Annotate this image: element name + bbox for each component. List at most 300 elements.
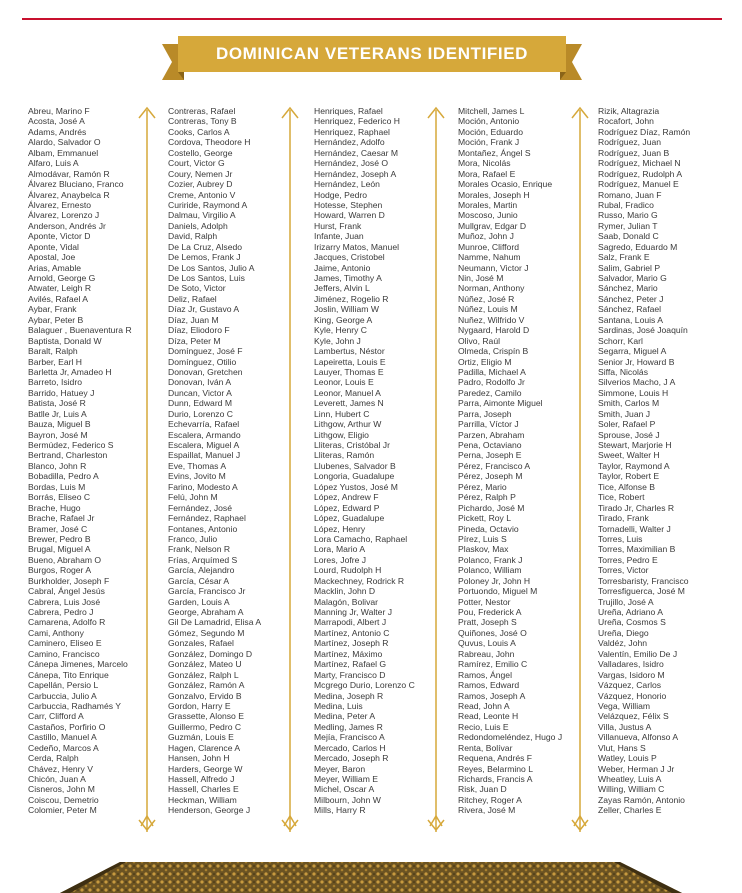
veteran-name: Chávez, Henry V — [28, 763, 93, 774]
veteran-name: Pena, Octaviano — [458, 440, 522, 450]
veteran-name: Apostal, Joe — [28, 252, 76, 263]
veteran-name: Padilla, Michael A — [458, 366, 526, 377]
veteran-name: Renta, Bolívar — [458, 742, 513, 753]
veteran-name: Martínez, Antonio C — [314, 627, 390, 638]
veteran-name: Henderson, George J — [168, 805, 251, 816]
veteran-name: Rodríguez, Juan B — [598, 147, 670, 158]
veteran-name: Barber, Earl H — [28, 356, 82, 367]
veteran-name: Hernández, Adolfo — [314, 137, 385, 148]
veteran-name: González, Ralph L — [168, 669, 239, 680]
veteran-name: Siffa, Nicolás — [598, 366, 648, 377]
veteran-name: Leverett, James N — [314, 398, 384, 409]
veteran-name: González, Domingo D — [168, 648, 253, 659]
veteran-name: Lambertus, Néstor — [314, 346, 385, 357]
veteran-name: Valladares, Isidro — [598, 659, 664, 670]
veteran-name: Valentín, Emilio De J — [598, 648, 678, 659]
veteran-name: Gonzalvo, Ervido B — [168, 690, 242, 701]
veteran-name: Parrilla, Víctor J — [458, 419, 519, 430]
veteran-name: Moción, Antonio — [458, 116, 520, 127]
veteran-name: Avilés, Rafael A — [28, 293, 89, 304]
veteran-name: Evins, Jovito M — [168, 471, 226, 482]
veteran-name: Schorr, Karl — [598, 335, 643, 346]
veteran-name: Pickett, Roy L — [458, 513, 512, 524]
veteran-name: Kyle, John J — [314, 335, 361, 346]
veteran-name: Jiménez, Rogelio R — [314, 293, 389, 304]
veteran-name: Cabral, Ángel Jesús — [28, 586, 105, 597]
veteran-name: King, George A — [314, 314, 373, 325]
veteran-name: Almodávar, Ramón R — [28, 168, 110, 179]
veteran-name: Donovan, Iván A — [168, 377, 232, 388]
veteran-name: Mitchell, James L — [458, 106, 525, 116]
veteran-name: Bayron, José M — [28, 429, 88, 440]
veteran-name: Martínez, Máximo — [314, 648, 383, 659]
veteran-name: Villanueva, Alfonso A — [598, 732, 679, 743]
veteran-name: George, Abraham A — [168, 607, 244, 617]
veteran-name: Hodge, Pedro — [314, 189, 368, 200]
veteran-name: Smith, Juan J — [598, 408, 651, 419]
veteran-name: Hassell, Alfredo J — [168, 774, 235, 784]
veteran-name: Díaz, Juan M — [168, 314, 219, 325]
veteran-name: Morales, Joseph H — [458, 189, 530, 200]
veteran-name: Court, Victor G — [168, 158, 225, 169]
veteran-name: Carbuccia, Radhamés Y — [28, 700, 121, 711]
veteran-name: Cami, Anthony — [28, 627, 84, 638]
veteran-name: Torres, Victor — [598, 565, 649, 576]
veteran-name: Abreu, Marino F — [28, 106, 90, 116]
veteran-name: Cisneros, John M — [28, 784, 95, 795]
veteran-name: Bramer, José C — [28, 523, 88, 534]
veteran-name: Gómez, Segundo M — [168, 627, 245, 638]
veteran-name: Hernández, León — [314, 179, 380, 190]
veteran-name: Castaños, Porfirio O — [28, 721, 106, 732]
veteran-name: Hernández, Caesar M — [314, 147, 399, 158]
veteran-name: Malagón, Bolivar — [314, 596, 379, 607]
veteran-name: Meyer, William E — [314, 774, 378, 784]
veteran-name: Norman, Anthony — [458, 283, 525, 294]
veteran-name: Taylor, Raymond A — [598, 460, 670, 471]
veteran-name: García, Francisco Jr — [168, 586, 246, 597]
veteran-name: Lauyer, Thomas E — [314, 366, 384, 377]
veteran-name: Kyle, Henry C — [314, 325, 368, 336]
veteran-name: Paredez, Camilo — [458, 387, 522, 398]
veteran-name: Morales, Martin — [458, 199, 518, 210]
veteran-name: Henriques, Rafael — [314, 106, 383, 116]
veteran-name: Burkholder, Joseph F — [28, 575, 110, 586]
veteran-name: Michel, Oscar A — [314, 784, 375, 795]
veteran-name: Franco, Julio — [168, 533, 218, 544]
veteran-name: Moción, Eduardo — [458, 126, 523, 137]
veteran-name: Núñez, Louis M — [458, 304, 518, 315]
veteran-name: Tice, Alfonse B — [598, 481, 656, 492]
veteran-name: Cordova, Theodore H — [168, 137, 251, 148]
veteran-name: Sánchez, Rafael — [598, 304, 662, 315]
veteran-name: Polanco, William — [458, 565, 522, 576]
veteran-name: Willing, William C — [598, 784, 665, 795]
veteran-name: Domínguez, Otilio — [168, 356, 237, 367]
veteran-name: Nuñez, Wilfrido V — [458, 314, 525, 325]
veteran-name: Cánepa Jimenes, Marcelo — [28, 659, 128, 670]
veteran-name: Medina, Luis — [314, 700, 363, 711]
veteran-name: Tirado, Frank — [598, 513, 649, 524]
veteran-name: Bertrand, Charleston — [28, 450, 108, 461]
veteran-name: Morales Ocasio, Enrique — [458, 179, 553, 190]
veteran-name: Lithgow, Eligio — [314, 429, 369, 440]
veteran-name: Pou, Frederick A — [458, 607, 522, 617]
veteran-name: Brugal, Miguel A — [28, 544, 91, 555]
veteran-name: Alardo, Salvador O — [28, 137, 101, 148]
veteran-name: Manning Jr, Walter J — [314, 607, 393, 617]
veteran-name: Romano, Juan F — [598, 189, 662, 200]
veteran-name: Leonor, Manuel A — [314, 387, 381, 398]
name-column-5 — [598, 106, 726, 816]
veteran-name: Valdéz, John — [598, 638, 648, 649]
veteran-name: Mullgrav, Edgar D — [458, 220, 527, 231]
veteran-name: López, Andrew F — [314, 492, 379, 503]
veteran-name: García, César A — [168, 575, 230, 586]
veteran-name: Mora, Rafael E — [458, 168, 516, 179]
veteran-name: Burgos, Roger A — [28, 565, 92, 576]
veteran-name: Mcgrego Durio, Lorenzo C — [314, 680, 415, 691]
veteran-name: Hansen, John H — [168, 753, 230, 764]
veteran-name: Meyer, Baron — [314, 763, 366, 774]
veteran-name: Sweet, Walter H — [598, 450, 660, 461]
veteran-name: Gordon, Harry E — [168, 700, 231, 711]
veteran-name: Vlut, Hans S — [598, 742, 646, 753]
veteran-name: Batista, José R — [28, 398, 86, 409]
veteran-name: David, Ralph — [168, 231, 218, 242]
veteran-name: Taylor, Robert E — [598, 471, 660, 482]
veteran-name: Llubenes, Salvador B — [314, 460, 396, 471]
veteran-name: Rabreau, John — [458, 648, 515, 659]
veteran-name: López Yustos, José M — [314, 481, 398, 492]
arrow-divider-icon — [133, 104, 161, 839]
veteran-name: Torresbaristy, Francisco — [598, 575, 689, 586]
veteran-name: Tirado Jr, Charles R — [598, 502, 675, 513]
veteran-name: Cozier, Aubrey D — [168, 179, 233, 190]
veteran-name: Barreto, Isidro — [28, 377, 82, 388]
veteran-name: Neumann, Victor J — [458, 262, 529, 273]
veteran-name: Salim, Gabriel P — [598, 262, 661, 273]
veteran-name: Aybar, Frank — [28, 304, 77, 315]
veteran-name: Sardinas, José Joaquín — [598, 325, 688, 336]
veteran-name: Redondomeléndez, Hugo J — [458, 732, 563, 743]
veteran-name: Watley, Louis P — [598, 753, 657, 764]
veteran-name: Infante, Juan — [314, 231, 364, 242]
veteran-name: Trujillo, José A — [598, 596, 654, 607]
veteran-name: Acosta, José A — [28, 116, 85, 127]
veteran-name: Zeller, Charles E — [598, 805, 662, 816]
veteran-name: Poloney Jr, John H — [458, 575, 531, 586]
veteran-name: Lourd, Rudolph H — [314, 565, 382, 576]
veteran-name: Cooks, Carlos A — [168, 126, 230, 137]
veteran-name: Jaime, Antonio — [314, 262, 371, 273]
veteran-name: Castillo, Manuel A — [28, 732, 97, 743]
veteran-name: Cedeño, Marcos A — [28, 742, 99, 753]
veteran-name: Polanco, Frank J — [458, 554, 523, 565]
veteran-name: Portuondo, Miguel M — [458, 586, 538, 597]
veteran-name: Stewart, Marjorie H — [598, 440, 672, 450]
veteran-name: Mejía, Francisco A — [314, 732, 385, 743]
veteran-name: Ramos, Edward — [458, 680, 520, 691]
veteran-name: Lliteras, Cristóbal Jr — [314, 440, 390, 450]
veteran-name: Aponte, Victor D — [28, 231, 91, 242]
veteran-name: Jeffers, Alvin L — [314, 283, 370, 294]
veteran-name: Domínguez, José F — [168, 346, 243, 357]
veteran-name: Namme, Nahum — [458, 252, 521, 263]
veteran-name: Capellán, Persio L — [28, 680, 99, 691]
veteran-name: Senior Jr, Howard B — [598, 356, 675, 367]
veteran-name: Baptista, Donald W — [28, 335, 102, 346]
veteran-name: Chicón, Juan A — [28, 774, 86, 784]
veteran-name: Díaz Jr, Gustavo A — [168, 304, 240, 315]
veteran-name: Rodríguez, Juan — [598, 137, 662, 148]
veteran-name: Rivera, José M — [458, 805, 516, 816]
veteran-name: Simmone, Louis H — [598, 387, 669, 398]
veteran-name: Arnold, George G — [28, 273, 96, 283]
veteran-name: Parra, Joseph — [458, 408, 512, 419]
veteran-name: Lithgow, Arthur W — [314, 419, 382, 430]
veteran-name: García, Alejandro — [168, 565, 235, 576]
veteran-name: Díza, Peter M — [168, 335, 221, 346]
veteran-name: López, Edward P — [314, 502, 380, 513]
veteran-name: Guzmán, Louis E — [168, 732, 234, 743]
veteran-name: Perna, Joseph E — [458, 450, 522, 461]
veteran-name: Santana, Louis A — [598, 314, 663, 325]
veteran-name: Richards, Francis A — [458, 774, 533, 784]
veteran-name: Sagredo, Eduardo M — [598, 241, 678, 252]
veteran-name: Jacques, Cristobel — [314, 252, 385, 263]
veteran-name: López, Henry — [314, 523, 366, 534]
veteran-name: Mercado, Joseph R — [314, 753, 389, 764]
veteran-name: De Los Santos, Luis — [168, 273, 245, 283]
veteran-name: Sprouse, José J — [598, 429, 660, 440]
veteran-name: Hotesse, Stephen — [314, 199, 383, 210]
veteran-name: Felú, John M — [168, 492, 218, 503]
veteran-name: Risk, Juan D — [458, 784, 507, 795]
veteran-name: Torres, Luis — [598, 533, 643, 544]
veteran-name: De Lemos, Frank J — [168, 252, 241, 263]
veteran-name: Read, Leonte H — [458, 711, 519, 722]
veteran-name: Rymer, Julian T — [598, 220, 658, 231]
veteran-name: Marty, Francisco D — [314, 669, 386, 680]
veteran-name: Rodríguez, Rudolph A — [598, 168, 683, 179]
veteran-name: Curiride, Raymond A — [168, 199, 248, 210]
veteran-name: Padro, Rodolfo Jr — [458, 377, 525, 388]
veteran-name: Escalera, Miguel A — [168, 440, 240, 450]
veteran-name: Medina, Peter A — [314, 711, 376, 722]
veteran-name: Torresfiguerca, José M — [598, 586, 685, 597]
veteran-name: Donovan, Gretchen — [168, 366, 243, 377]
veteran-name: Vázquez, Carlos — [598, 680, 662, 691]
veteran-name: Weber, Herman J Jr — [598, 763, 675, 774]
veteran-name: Parzen, Abraham — [458, 429, 525, 440]
veteran-name: Moción, Frank J — [458, 137, 520, 148]
veteran-name: Ureña, Diego — [598, 627, 649, 638]
arrow-divider-icon — [422, 104, 450, 839]
veteran-name: Rubal, Fradico — [598, 199, 654, 210]
veteran-name: Nygaard, Harold D — [458, 325, 530, 336]
veteran-name: Brewer, Pedro B — [28, 533, 91, 544]
veteran-name: Pérez, Ralph P — [458, 492, 516, 503]
veteran-name: Tornadelli, Walter J — [598, 523, 671, 534]
veteran-name: Frank, Nelson R — [168, 544, 231, 555]
veteran-name: Echevarría, Rafael — [168, 419, 240, 430]
arrow-divider-icon — [276, 104, 304, 839]
veteran-name: Guillermo, Pedro C — [168, 721, 242, 732]
veteran-name: Tice, Robert — [598, 492, 645, 503]
veteran-name: Henriquez, Federico H — [314, 116, 400, 127]
veteran-name: Atwater, Leigh R — [28, 283, 92, 294]
veteran-name: Lora Camacho, Raphael — [314, 533, 408, 544]
veteran-name: Álvarez, Lorenzo J — [28, 210, 100, 221]
veteran-name: Hassell, Charles E — [168, 784, 239, 795]
veteran-name: Bueno, Abraham O — [28, 554, 102, 565]
veteran-name: Reyes, Belarmino L — [458, 763, 533, 774]
veteran-name: Ramírez, Emilio C — [458, 659, 528, 670]
veteran-name: Coiscou, Demetrio — [28, 794, 99, 805]
veteran-name: Hagen, Clarence A — [168, 742, 241, 753]
veteran-name: Brache, Hugo — [28, 502, 81, 513]
veteran-name: Fernández, Raphael — [168, 513, 246, 524]
veteran-name: Blanco, John R — [28, 460, 87, 471]
veteran-name: Batlle Jr, Luis A — [28, 408, 87, 419]
veteran-name: Pichardo, José M — [458, 502, 525, 513]
veteran-name: Rodríguez, Michael N — [598, 158, 681, 169]
veteran-name: Martínez, Joseph R — [314, 638, 389, 649]
veteran-name: Grassette, Alonso E — [168, 711, 244, 722]
veteran-name: Ritchey, Roger A — [458, 794, 522, 805]
veteran-name: Rocafort, John — [598, 116, 654, 127]
top-red-rule — [22, 18, 722, 20]
veteran-name: Leonor, Louis E — [314, 377, 374, 388]
veteran-name: Soler, Rafael P — [598, 419, 656, 430]
veteran-name: Balaguer , Buenaventura R — [28, 325, 132, 336]
veteran-name: Eve, Thomas A — [168, 460, 227, 471]
veteran-name: Durio, Lorenzo C — [168, 408, 233, 419]
veteran-name: Heckman, William — [168, 794, 237, 805]
veteran-name: Lapeiretta, Louis E — [314, 356, 386, 367]
title-banner — [162, 36, 582, 80]
veteran-name: Aponte, Vidal — [28, 241, 79, 252]
veteran-name: Costello, George — [168, 147, 233, 158]
veteran-name: Anderson, Andrés Jr — [28, 220, 106, 231]
veteran-name: Núñez, José R — [458, 293, 515, 304]
veteran-name: Velázquez, Félix S — [598, 711, 669, 722]
veteran-name: Zayas Ramón, Antonio — [598, 794, 685, 805]
veteran-name: Díaz, Eliodoro F — [168, 325, 230, 336]
veteran-name: Farino, Modesto A — [168, 481, 238, 492]
veteran-name: Sánchez, Peter J — [598, 293, 664, 304]
veteran-name: Contreras, Rafael — [168, 106, 236, 116]
veteran-name: Saab, Donald C — [598, 231, 659, 242]
veteran-name: Silverios Macho, J A — [598, 377, 676, 388]
veteran-name: Read, John A — [458, 700, 510, 711]
veteran-name: Torres, Pedro E — [598, 554, 658, 565]
veteran-name: Fernández, José — [168, 502, 233, 513]
veteran-name: De Los Santos, Julio A — [168, 262, 255, 273]
veteran-name: Álvarez, Anaybelca R — [28, 189, 110, 200]
veteran-name: Contreras, Tony B — [168, 116, 237, 127]
veteran-name: Arias, Amable — [28, 262, 82, 273]
veteran-name: Montañez, Ángel S — [458, 147, 531, 158]
veteran-name: Segarra, Miguel A — [598, 346, 667, 357]
veteran-name: Camino, Francisco — [28, 648, 100, 659]
veteran-name: Lora, Mario A — [314, 544, 366, 555]
veteran-name: Gonzales, Rafael — [168, 638, 234, 649]
veteran-name: Bermúdez, Federico S — [28, 440, 114, 450]
veteran-name: Harders, George W — [168, 763, 243, 774]
veteran-name: Vargas, Isidoro M — [598, 669, 665, 680]
veteran-name: Olivo, Raúl — [458, 335, 501, 346]
veteran-name: Smith, Carlos M — [598, 398, 660, 409]
veteran-name: Moscoso, Junio — [458, 210, 518, 221]
veteran-name: Villa, Justus A — [598, 721, 652, 732]
bottom-gold-band — [0, 856, 742, 893]
veteran-name: Munroe, Clifford — [458, 241, 519, 252]
veteran-name: Howard, Warren D — [314, 210, 385, 221]
veteran-name: Adams, Andrés — [28, 126, 87, 137]
veteran-name: Bordas, Luis M — [28, 481, 86, 492]
veteran-name: Plaskov, Max — [458, 544, 509, 555]
veteran-name: González, Mateo U — [168, 659, 242, 670]
veteran-name: Creme, Antonio V — [168, 189, 236, 200]
veteran-name: Rizik, Altagrazia — [598, 106, 660, 116]
veteran-name: Mercado, Carlos H — [314, 742, 386, 753]
veteran-name: Medina, Joseph R — [314, 690, 384, 701]
veteran-name: Coury, Nemen Jr — [168, 168, 233, 179]
veteran-name: Vázquez, Honorio — [598, 690, 667, 701]
veteran-name: Mills, Harry R — [314, 805, 366, 816]
veteran-name: Aybar, Peter B — [28, 314, 84, 325]
veteran-name: Joslin, William W — [314, 304, 379, 315]
veteran-name: Cerda, Ralph — [28, 753, 79, 764]
veteran-name: Barrido, Hatuey J — [28, 387, 95, 398]
veteran-name: Martínez, Rafael G — [314, 659, 387, 670]
veteran-name: Espaillat, Manuel J — [168, 450, 241, 461]
veteran-name: Ureña, Cosmos S — [598, 617, 666, 628]
veteran-name: Alfaro, Luis A — [28, 158, 79, 169]
veteran-name: James, Timothy A — [314, 273, 382, 283]
veteran-name: Cabrera, Luis José — [28, 596, 101, 607]
veteran-name: Cánepa, Tito Enrique — [28, 669, 109, 680]
veteran-name: Hernández, Joseph A — [314, 168, 397, 179]
veteran-name: Camarena, Adolfo R — [28, 617, 106, 628]
veteran-name: Longoria, Guadalupe — [314, 471, 395, 482]
veteran-name: Vega, William — [598, 700, 651, 711]
veteran-name: Bobadilla, Pedro A — [28, 471, 99, 482]
veteran-name: Hurst, Frank — [314, 220, 362, 231]
veteran-name: Ortiz, Eligio M — [458, 356, 512, 367]
veteran-name: Garden, Louis A — [168, 596, 230, 607]
veteran-name: Dunn, Edward M — [168, 398, 233, 409]
veteran-name: López, Guadalupe — [314, 513, 385, 524]
veteran-name: Pratt, Joseph S — [458, 617, 517, 628]
veteran-name: Colomier, Peter M — [28, 805, 97, 816]
veteran-name: Mora, Nicolás — [458, 158, 511, 169]
veteran-name: Pineda, Octavio — [458, 523, 519, 534]
veteran-name: Potter, Nestor — [458, 596, 511, 607]
veteran-name: Deliz, Rafael — [168, 293, 217, 304]
veteran-name: Borrás, Eliseo C — [28, 492, 91, 503]
veteran-name: Ramos, Ángel — [458, 669, 512, 680]
veteran-name: Fontanes, Antonio — [168, 523, 238, 534]
veteran-name: Rodríguez, Manuel E — [598, 179, 679, 190]
veteran-name: Torres, Maximilian B — [598, 544, 676, 555]
veteran-name: Parra, Aimonte Miguel — [458, 398, 543, 409]
veteran-name: Marrapodi, Albert J — [314, 617, 387, 628]
veteran-name: Pírez, Luis S — [458, 533, 507, 544]
veteran-name: Recio, Luis E — [458, 721, 509, 732]
